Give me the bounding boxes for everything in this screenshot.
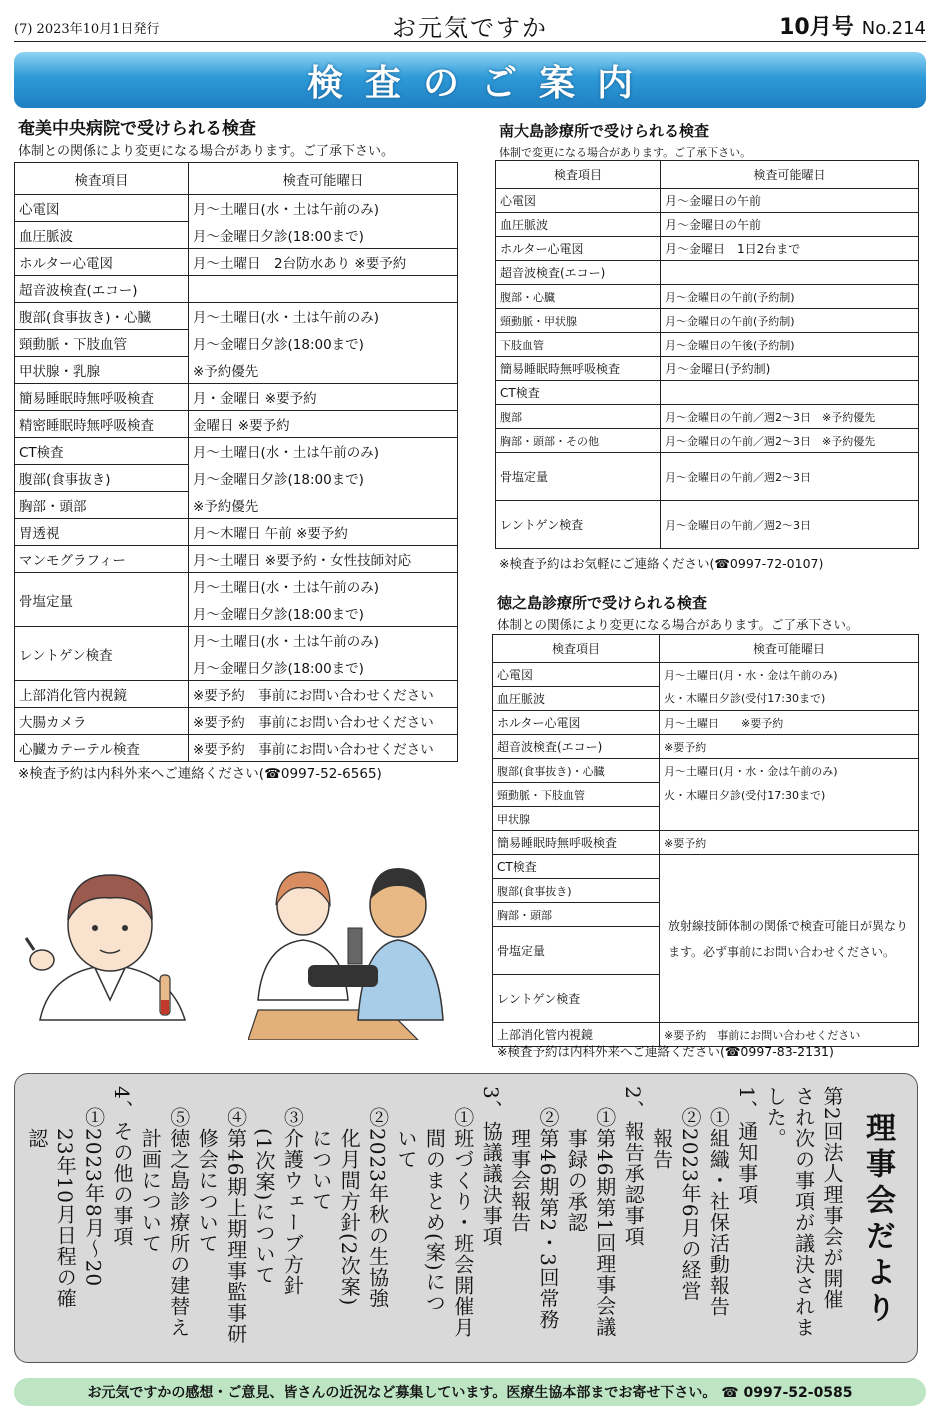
board-line: 修会について: [195, 1086, 220, 1254]
table-row: [15, 276, 458, 303]
exam-day: 月～金曜日の午前／週2～3日 ※予約優先: [661, 405, 919, 429]
exam-item: 胸部・頭部: [493, 903, 660, 927]
table-row: [493, 831, 919, 855]
exam-item: 心電図: [15, 195, 189, 222]
board-line: 3、協議議決事項: [479, 1086, 504, 1247]
exam-item: 下肢血管: [496, 333, 661, 357]
exam-day: 月～金曜日の午前／週2～3日: [661, 501, 919, 549]
exam-day: 月～土曜日(水・土は午前のみ): [189, 195, 458, 222]
exam-item: 腹部(食事抜き): [493, 879, 660, 903]
table-row: [15, 330, 458, 357]
exam-day: 月・金曜日 ※要予約: [189, 384, 458, 411]
exam-item: 腹部: [496, 405, 661, 429]
exam-day: 火・木曜日夕診(受付17:30まで): [660, 783, 919, 807]
minami-contact-note: ※検査予約はお気軽にご連絡ください(☎0997-72-0107): [499, 556, 824, 571]
amami-title: 奄美中央病院で受けられる検査: [18, 119, 256, 139]
board-line: ①組織・社保活動報告: [706, 1086, 731, 1317]
issue-month: 10月号: [779, 15, 854, 40]
tokunoshima-contact-note: ※検査予約は内科外来へご連絡ください(☎0997-83-2131): [497, 1044, 834, 1059]
table-row: [15, 411, 458, 438]
exam-day: 月～土曜日(水・土は午前のみ): [189, 438, 458, 465]
exam-item: 腹部(食事抜き)・心臓: [493, 759, 660, 783]
table-row: [496, 381, 919, 405]
col-header-item: 検査項目: [15, 163, 189, 195]
col-header-item: 検査項目: [496, 161, 661, 189]
table-row: [496, 333, 919, 357]
table-row: [15, 249, 458, 276]
table-row: [493, 711, 919, 735]
tokunoshima-title: 徳之島診療所で受けられる検査: [497, 594, 708, 612]
table-row: [496, 261, 919, 285]
exam-item: マンモグラフィー: [15, 546, 189, 573]
exam-day: 月～金曜日の午前／週2～3日: [661, 453, 919, 501]
exam-day: 月～金曜日の午前(予約制): [661, 285, 919, 309]
table-row: [15, 195, 458, 222]
table-row: [15, 519, 458, 546]
exam-item: レントゲン検査: [15, 627, 189, 681]
exam-day: 月～土曜日(水・土は午前のみ): [189, 573, 458, 600]
exam-item: 超音波検査(エコー): [496, 261, 661, 285]
exam-day: 月～土曜日(月・水・金は午前のみ): [660, 663, 919, 687]
exam-day: 月～土曜日(水・土は午前のみ): [189, 303, 458, 330]
table-row: [15, 546, 458, 573]
exam-day: [661, 261, 919, 285]
exam-day: 月～土曜日 ※要予約: [660, 711, 919, 735]
board-line: ①第46期第1回理事会議: [592, 1086, 617, 1338]
footer-text: お元気ですかの感想・ご意見、皆さんの近況など募集しています。医療生協本部までお寄せ下さい。 ☎ 0997-52-0585: [87, 1385, 853, 1401]
table-row: [493, 759, 919, 783]
minami-subtitle: 体制で変更になる場合があります。ご了承下さい。: [499, 146, 752, 159]
exam-item: 骨塩定量: [493, 927, 660, 975]
exam-day: ※要予約 事前にお問い合わせください: [660, 1023, 919, 1047]
exam-item: 腹部(食事抜き): [15, 465, 189, 492]
exam-day: 月～金曜日夕診(18:00まで): [189, 654, 458, 681]
exam-day: [661, 381, 919, 405]
board-line: 1、通知事項: [734, 1086, 759, 1205]
exam-day: 月～金曜日の午前／週2～3日 ※予約優先: [661, 429, 919, 453]
amami-exam-table: [14, 162, 458, 762]
table-row: [15, 357, 458, 384]
table-row: [15, 465, 458, 492]
board-line: 23年10月日程の確: [53, 1086, 78, 1309]
page-header: [14, 6, 926, 42]
exam-day: 月～金曜日(予約制): [661, 357, 919, 381]
exam-item: 甲状腺: [493, 807, 660, 831]
exam-item: 精密睡眠時無呼吸検査: [15, 411, 189, 438]
board-news-box: [14, 1073, 918, 1363]
exam-item: 血圧脈波: [15, 222, 189, 249]
col-header-day: 検査可能曜日: [660, 635, 919, 663]
table-row: [15, 627, 458, 654]
board-line: 事録の承認: [564, 1086, 589, 1233]
exam-item: 超音波検査(エコー): [493, 735, 660, 759]
exam-day: ※要予約 事前にお問い合わせください: [189, 735, 458, 762]
exam-item: 超音波検査(エコー): [15, 276, 189, 303]
doctor-illustration: [20, 850, 200, 1030]
exam-item: CT検査: [15, 438, 189, 465]
board-line: ④第46期上期理事監事研: [223, 1086, 248, 1345]
minami-title: 南大島診療所で受けられる検査: [499, 122, 710, 140]
board-news-title: 理事会だより: [860, 1112, 895, 1328]
table-row: [15, 492, 458, 519]
exam-item: 骨塩定量: [15, 573, 189, 627]
table-row: [15, 438, 458, 465]
exam-item: ホルター心電図: [15, 249, 189, 276]
exam-day: ※予約優先: [189, 492, 458, 519]
board-line: について: [308, 1086, 333, 1212]
exam-day: 月～金曜日の午前: [661, 213, 919, 237]
col-header-day: 検査可能曜日: [661, 161, 919, 189]
issue-number: [779, 10, 926, 41]
board-line: 認: [24, 1086, 49, 1149]
exam-day: ※要予約: [660, 735, 919, 759]
exam-day: [189, 276, 458, 303]
minami-exam-table: [495, 160, 919, 549]
exam-day: 月～金曜日夕診(18:00まで): [189, 330, 458, 357]
exam-item: 腹部(食事抜き)・心臓: [15, 303, 189, 330]
exam-item: レントゲン検査: [496, 501, 661, 549]
exam-item: 簡易睡眠時無呼吸検査: [493, 831, 660, 855]
exam-day: 月～土曜日 ※要予約・女性技師対応: [189, 546, 458, 573]
table-row: [15, 681, 458, 708]
exam-item: 上部消化管内視鏡: [493, 1023, 660, 1047]
exam-item: 血圧脈波: [493, 687, 660, 711]
table-row: [493, 783, 919, 807]
exam-day: 月～土曜日(水・土は午前のみ): [189, 627, 458, 654]
exam-day: ※要予約 事前にお問い合わせください: [189, 681, 458, 708]
exam-item: 胸部・頭部: [15, 492, 189, 519]
table-row: [15, 708, 458, 735]
board-line: 第2回法人理事会が開催: [820, 1086, 844, 1310]
board-line: (1次案)について: [252, 1086, 276, 1286]
exam-item: 骨塩定量: [496, 453, 661, 501]
exam-item: 大腸カメラ: [15, 708, 189, 735]
table-row: [15, 303, 458, 330]
exam-item: 胸部・頭部・その他: [496, 429, 661, 453]
board-line: した。: [763, 1086, 788, 1149]
issue-info: (7) 2023年10月1日発行: [14, 22, 160, 37]
table-row: [496, 357, 919, 381]
col-header-day: 検査可能曜日: [189, 163, 458, 195]
footer-contact-bar: [14, 1378, 926, 1406]
table-row: [496, 429, 919, 453]
exam-item: 頸動脈・甲状腺: [496, 309, 661, 333]
section-banner: [14, 52, 926, 108]
tokunoshima-exam-table: [492, 634, 919, 1047]
exam-day: 月～木曜日 午前 ※要予約: [189, 519, 458, 546]
exam-day: ※要予約: [660, 831, 919, 855]
board-line: 化月間方針(2次案): [337, 1086, 362, 1307]
exam-day: ※予約優先: [189, 357, 458, 384]
board-line: ①2023年8月～20: [81, 1086, 106, 1288]
exam-day: ※要予約 事前にお問い合わせください: [189, 708, 458, 735]
table-row: [496, 189, 919, 213]
exam-day: 月～金曜日夕診(18:00まで): [189, 222, 458, 249]
table-header-row: [15, 163, 458, 195]
board-line: ②第46期第2・3回常務: [536, 1086, 560, 1330]
exam-day: 月～金曜日の午後(予約制): [661, 333, 919, 357]
amami-contact-note: ※検査予約は内科外来へご連絡ください(☎0997-52-6565): [18, 766, 382, 782]
exam-day: [660, 807, 919, 831]
exam-item: CT検査: [496, 381, 661, 405]
exam-day: 月～金曜日 1日2台まで: [661, 237, 919, 261]
exam-day: 金曜日 ※要予約: [189, 411, 458, 438]
exam-item: 簡易睡眠時無呼吸検査: [496, 357, 661, 381]
exam-item: 血圧脈波: [496, 213, 661, 237]
table-row: [15, 573, 458, 600]
board-line: ②2023年秋の生協強: [365, 1086, 390, 1309]
exam-item: ホルター心電図: [496, 237, 661, 261]
exam-item: 甲状腺・乳腺: [15, 357, 189, 384]
table-row: [493, 855, 919, 879]
exam-item: 頸動脈・下肢血管: [15, 330, 189, 357]
table-row: [496, 405, 919, 429]
table-row: [496, 285, 919, 309]
table-row: [493, 687, 919, 711]
board-line: 4、その他の事項: [110, 1086, 134, 1247]
exam-item: レントゲン検査: [493, 975, 660, 1023]
tokunoshima-subtitle: 体制との関係により変更になる場合があります。ご了承下さい。: [497, 617, 859, 632]
board-line: ③介護ウェーブ方針: [280, 1086, 305, 1296]
table-row: [493, 807, 919, 831]
issue-no: No.214: [861, 18, 926, 39]
table-row: [496, 501, 919, 549]
board-line: され次の事項が議決されま: [791, 1086, 816, 1338]
board-line: 計画について: [138, 1086, 163, 1254]
board-line: 2、報告承認事項: [621, 1086, 646, 1247]
exam-item: CT検査: [493, 855, 660, 879]
exam-item: 心臓カテーテル検査: [15, 735, 189, 762]
col-header-item: 検査項目: [493, 635, 660, 663]
amami-subtitle: 体制との関係により変更になる場合があります。ご了承下さい。: [18, 144, 394, 159]
board-line: ⑤徳之島診療所の建替え: [166, 1086, 191, 1338]
board-line: いて: [394, 1086, 418, 1170]
exam-item: 頸動脈・下肢血管: [493, 783, 660, 807]
nurse-patient-illustration: [248, 850, 448, 1040]
exam-item: 簡易睡眠時無呼吸検査: [15, 384, 189, 411]
exam-item: 胃透視: [15, 519, 189, 546]
exam-day: 月～金曜日の午前: [661, 189, 919, 213]
exam-item: 腹部・心臓: [496, 285, 661, 309]
table-row: [496, 453, 919, 501]
board-line: ①班づくり・班会開催月: [450, 1086, 475, 1338]
exam-item: ホルター心電図: [493, 711, 660, 735]
exam-day: 月～土曜日(月・水・金は午前のみ): [660, 759, 919, 783]
table-row: [15, 384, 458, 411]
table-row: [496, 237, 919, 261]
exam-item: 心電図: [496, 189, 661, 213]
board-line: 報告: [649, 1086, 674, 1170]
table-row: [15, 735, 458, 762]
exam-day: 月～金曜日夕診(18:00まで): [189, 465, 458, 492]
table-row: [15, 222, 458, 249]
table-row: [493, 735, 919, 759]
exam-day: 月～金曜日夕診(18:00まで): [189, 600, 458, 627]
table-row: [493, 663, 919, 687]
exam-day: 月～土曜日 2台防水あり ※要予約: [189, 249, 458, 276]
radiology-note: 放射線技師体制の関係で検査可能日が異なります。必ず事前にお問い合わせください。: [660, 855, 919, 1023]
exam-day: 月～金曜日の午前(予約制): [661, 309, 919, 333]
exam-item: 心電図: [493, 663, 660, 687]
table-row: [496, 213, 919, 237]
table-header-row: [493, 635, 919, 663]
banner-title: 検査のご案内: [306, 62, 655, 104]
table-row: [496, 309, 919, 333]
exam-day: 火・木曜日夕診(受付17:30まで): [660, 687, 919, 711]
board-line: 理事会報告: [507, 1086, 532, 1233]
table-header-row: [496, 161, 919, 189]
exam-item: 上部消化管内視鏡: [15, 681, 189, 708]
board-line: 間のまとめ(案)につ: [422, 1086, 447, 1314]
board-line: ②2023年6月の経営: [678, 1086, 702, 1302]
newsletter-title: お元気ですか: [392, 14, 548, 42]
